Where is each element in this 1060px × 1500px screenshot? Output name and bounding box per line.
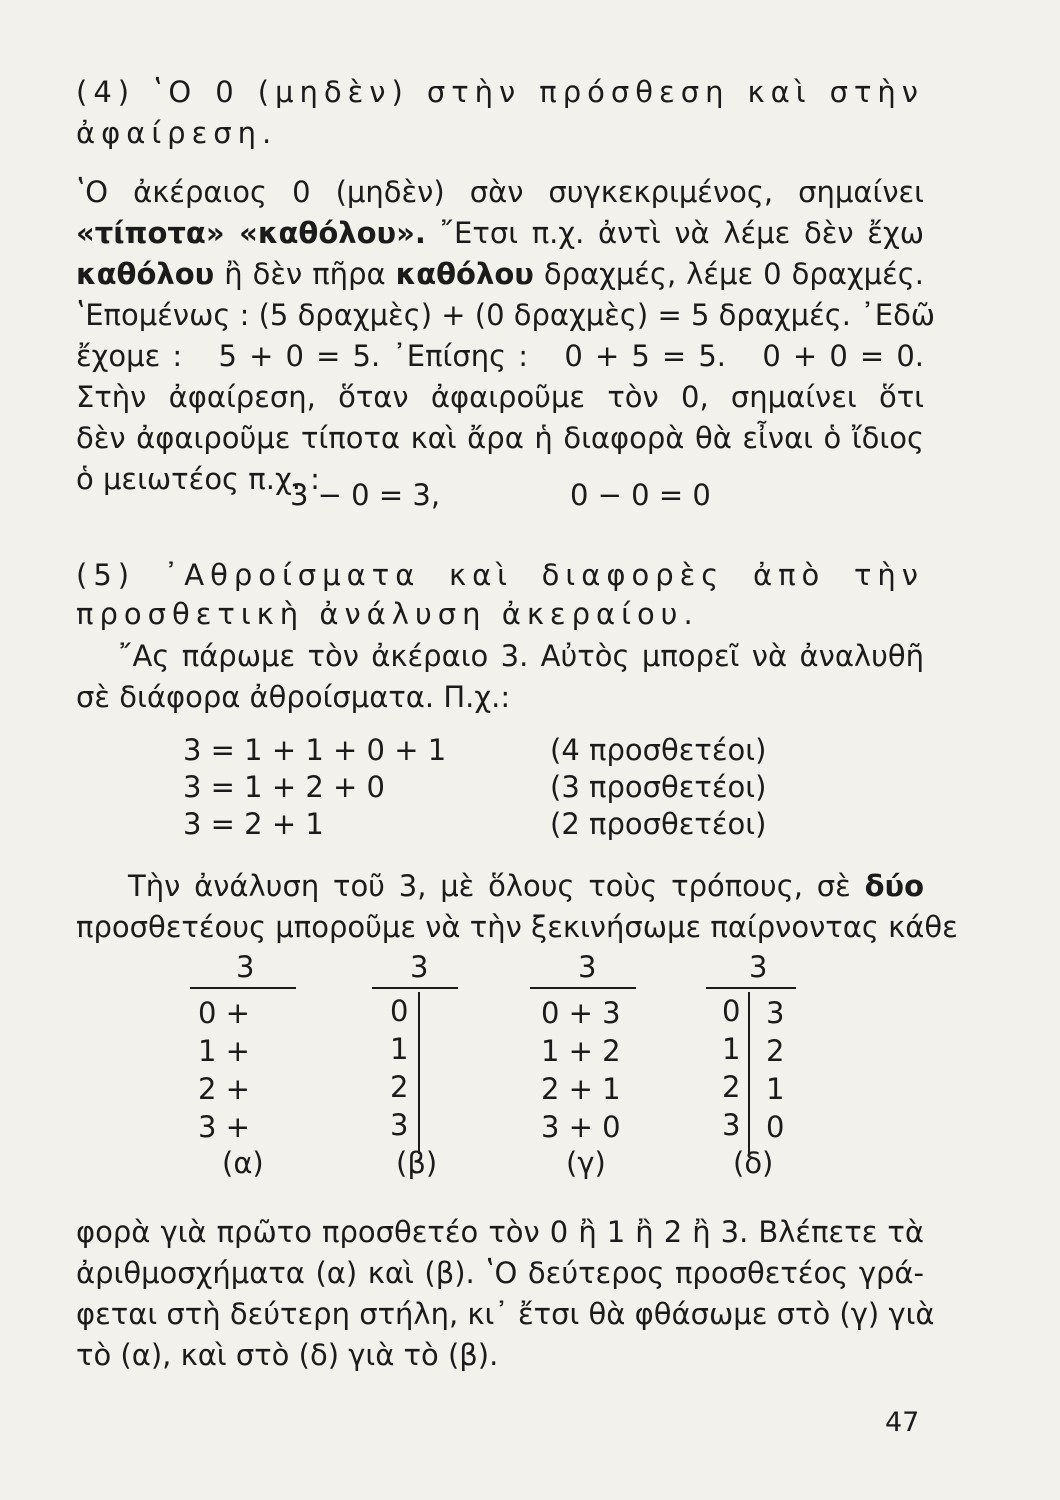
p1-bold-katholou-2: καθόλου <box>395 257 534 291</box>
p4-line-1: φορὰ γιὰ πρῶτο προσθετέο τὸν 0 ἢ 1 ἢ 2 ἢ 3. Βλέπετε τὰ <box>76 1215 924 1249</box>
p1-line-6: Στὴν ἀφαίρεση, ὅταν ἀφαιροῦμε τὸν 0, σημαίνει ὅτι <box>76 380 924 414</box>
decomp-b-label: (β) <box>396 1146 438 1180</box>
decomp-d-left-row: 2 <box>722 1070 741 1104</box>
p4-line-2: ἀριθμοσχήματα (α) καὶ (β). ʽΟ δεύτερος προσθετέος γρά- <box>76 1256 924 1290</box>
decomp-b-row: 3 <box>390 1108 409 1142</box>
section-5-heading-cont <box>76 594 924 635</box>
p1-line-3-mid: ἢ δὲν πῆρα <box>214 257 396 291</box>
section-5-line-1: (5) ᾿Αθροίσματα καὶ διαφορὲς ἀπὸ τὴν <box>76 558 924 592</box>
paragraph-decomposition-intro-cont <box>76 677 924 718</box>
decomp-d-right <box>766 994 784 1146</box>
decomp-a-head: 3 <box>236 950 255 984</box>
decomp-c-row: 0 + 3 <box>541 996 621 1030</box>
decomp-a-label: (α) <box>222 1146 264 1180</box>
subtract-example-b: 0 − 0 = 0 <box>570 478 711 512</box>
decomp-c-row: 2 + 1 <box>541 1072 621 1106</box>
p3-bold-two: δύο <box>864 869 924 903</box>
sum-note-3: (2 προσθετέοι) <box>550 807 767 841</box>
decomp-d-right-row: 0 <box>766 1110 785 1144</box>
paragraph-schemas <box>76 1212 935 1335</box>
p1-bold-katholou-1: καθόλου <box>76 257 215 291</box>
decomp-d-left-row: 1 <box>722 1032 741 1066</box>
decomp-a-row: 0 + <box>198 996 250 1030</box>
p2-line-2: σὲ διάφορα ἀθροίσματα. Π.χ.: <box>76 680 511 714</box>
p1-line-3 <box>76 254 924 295</box>
p3-line-2: προσθετέους μποροῦμε νὰ τὴν ξεκινήσωμε παίρνοντας κάθε <box>76 910 958 944</box>
p1-line-2-rest: ῎Ετσι π.χ. ἀντὶ νὰ λέμε δὲν ἔχω <box>425 216 924 250</box>
decomp-d-head: 3 <box>749 950 768 984</box>
sum-expr-1: 3 = 1 + 1 + 0 + 1 <box>183 733 447 767</box>
p1-line-5: ἔχομε : 5 + 0 = 5. ᾿Επίσης : 0 + 5 = 5. 0 + 0 = 0. <box>76 339 924 373</box>
p1-line-4: ʽΕπομένως : (5 δραχμὲς) + (0 δραχμὲς) = 5 δραχμές. ᾿Εδῶ <box>76 298 936 332</box>
p2-line-1: ῎Ας πάρωμε τὸν ἀκέραιο 3. Αὐτὸς μπορεῖ νὰ ἀναλυθῆ <box>118 639 924 673</box>
decomp-c-rule <box>530 987 636 989</box>
paragraph-zero-meaning-end <box>76 459 924 500</box>
section-5-line-2: προσθετικὴ ἀνάλυση ἀκεραίου. <box>76 597 699 631</box>
decomp-d-left-row: 3 <box>722 1108 741 1142</box>
decomp-b-rows <box>390 992 420 1154</box>
p3-line-1 <box>128 866 924 907</box>
p1-line-2 <box>76 213 924 254</box>
sum-expr-3: 3 = 2 + 1 <box>183 807 324 841</box>
decomp-a-rule <box>190 987 296 989</box>
p1-bold-nothing: «τίποτα» «καθόλου». <box>76 216 426 250</box>
p3-line-1-text: Τὴν ἀνάλυση τοῦ 3, μὲ ὅλους τοὺς τρόπους, σὲ <box>128 869 865 903</box>
page-number: 47 <box>885 1407 920 1438</box>
decomp-d-label: (δ) <box>733 1146 774 1180</box>
decomp-d-right-row: 3 <box>766 996 785 1030</box>
paragraph-zero-meaning <box>76 172 936 459</box>
decomp-c-row: 1 + 2 <box>541 1034 621 1068</box>
decomp-b-rule <box>372 987 458 989</box>
decomp-c-head: 3 <box>578 950 597 984</box>
decomp-a-row: 1 + <box>198 1034 250 1068</box>
decomp-a-row: 3 + <box>198 1110 250 1144</box>
sum-note-1: (4 προσθετέοι) <box>550 733 767 767</box>
decomp-d-rule <box>706 987 796 989</box>
decomp-c-label: (γ) <box>566 1146 606 1180</box>
sum-note-2: (3 προσθετέοι) <box>550 770 767 804</box>
section-4-line-2: ἀφαίρεση. <box>76 116 278 150</box>
section-5-heading <box>76 555 924 596</box>
decomp-a-rows <box>198 994 250 1146</box>
decomp-c-row: 3 + 0 <box>541 1110 621 1144</box>
section-4-heading-cont <box>76 113 924 154</box>
paragraph-two-addends-cont <box>76 907 958 948</box>
section-4-heading <box>76 72 924 113</box>
decomp-b-row: 1 <box>390 1032 409 1066</box>
decomp-b-row: 0 <box>390 994 409 1028</box>
decomp-d-right-row: 1 <box>766 1072 785 1106</box>
sum-expr-2: 3 = 1 + 2 + 0 <box>183 770 386 804</box>
decomp-b-row: 2 <box>390 1070 409 1104</box>
p1-line-7: δὲν ἀφαιροῦμε τίποτα καὶ ἄρα ἡ διαφορὰ θὰ εἶναι ὁ ἴδιος <box>76 421 924 455</box>
subtract-example-a: 3 − 0 = 3, <box>290 478 441 512</box>
decomp-d-left-row: 0 <box>722 994 741 1028</box>
p1-line-3-rest: δραχμές, λέμε 0 δραχμές. <box>533 257 924 291</box>
section-4-line-1: (4) ʽΟ 0 (μηδὲν) στὴν πρόσθεση καὶ στὴν <box>76 75 924 109</box>
decomp-b-head: 3 <box>410 950 429 984</box>
p1-line-8: ὁ μειωτέος π.χ. : <box>76 462 320 496</box>
decomp-d-right-row: 2 <box>766 1034 785 1068</box>
p1-line-1: ʽΟ ἀκέραιος 0 (μηδὲν) σὰν συγκεκριμένος, σημαίνει <box>76 175 924 209</box>
paragraph-decomposition-intro <box>118 636 924 677</box>
decomp-a-row: 2 + <box>198 1072 250 1106</box>
decomp-d-left <box>722 992 750 1154</box>
p4-line-4: τὸ (α), καὶ στὸ (δ) γιὰ τὸ (β). <box>76 1338 499 1372</box>
paragraph-schemas-end <box>76 1335 924 1376</box>
p4-line-3: φεται στὴ δεύτερη στήλη, κι᾿ ἔτσι θὰ φθάσωμε στὸ (γ) γιὰ <box>76 1297 935 1331</box>
decomp-c-rows <box>541 994 621 1146</box>
paragraph-two-addends <box>128 866 924 907</box>
